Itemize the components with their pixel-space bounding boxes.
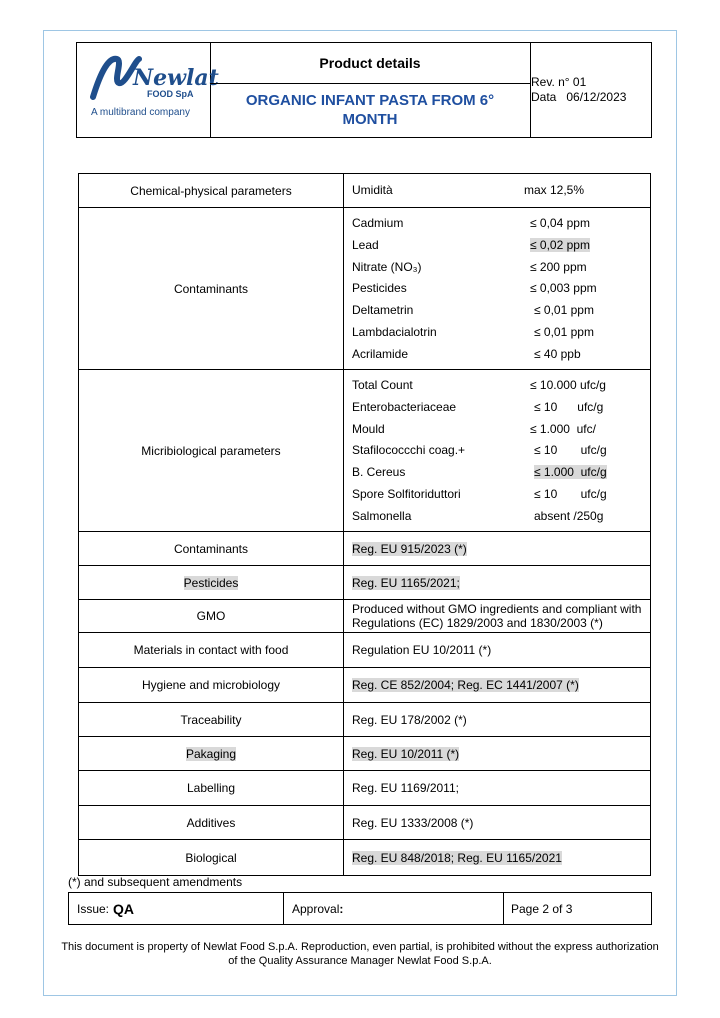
row-value <box>344 600 651 633</box>
param-name: Spore Solfitoriduttori <box>352 487 461 502</box>
approval-cell <box>284 893 504 924</box>
newlat-logo-icon <box>83 51 219 103</box>
row-value <box>344 633 651 668</box>
param-limit: ≤ 1.000 ufc/g <box>534 465 607 480</box>
logo-sub: FOOD SpA <box>147 89 194 99</box>
date-value: 06/12/2023 <box>566 90 627 104</box>
list-item <box>352 374 650 396</box>
param-limit: ≤ 0,01 ppm <box>534 303 594 318</box>
param-name: Total Count <box>352 378 413 393</box>
regulation-text: Reg. EU 178/2002 (*) <box>352 712 467 727</box>
row-value <box>344 703 651 737</box>
regulation-text: Regulation EU 10/2011 (*) <box>352 643 492 657</box>
document-header <box>76 42 652 138</box>
list-item <box>352 461 650 483</box>
param-name: Acrilamide <box>352 346 409 361</box>
row-label: Contaminants <box>79 532 344 566</box>
list-item <box>352 212 650 234</box>
table-row <box>79 840 651 876</box>
logo-cell <box>77 43 219 137</box>
section-title: Product details <box>210 43 530 84</box>
regulation-text: Reg. EU 915/2023 (*) <box>352 541 467 556</box>
list-item <box>352 505 650 527</box>
param-limit: max 12,5% <box>524 183 585 198</box>
list-item <box>352 418 650 440</box>
regulation-text: Reg. EU 10/2011 (*) <box>352 746 460 761</box>
table-row <box>79 806 651 840</box>
table-row <box>79 566 651 600</box>
row-label: Contaminants <box>79 208 344 370</box>
revision-info <box>531 75 626 105</box>
disclaimer-text: This document is property of Newlat Food S.p.A. Reproduction, even partial, is prohibited without the express authorization of the Quality Assurance Manager Newlat Food S.p.A. <box>61 941 659 967</box>
footer-table <box>68 892 652 925</box>
revision-date <box>531 90 626 105</box>
list-item <box>352 396 650 418</box>
row-value <box>344 174 651 208</box>
param-limit: ≤ 10 ufc/g <box>534 399 604 414</box>
param-name: Stafilococcchi coag.+ <box>352 443 466 458</box>
param-limit: absent /250g <box>534 508 604 523</box>
table-row <box>79 771 651 806</box>
list-item <box>352 299 650 321</box>
row-label: GMO <box>79 600 344 633</box>
row-label <box>79 566 344 600</box>
param-name: Enterobacteriaceae <box>352 399 457 414</box>
param-name: Salmonella <box>352 508 412 523</box>
contaminants-list <box>352 208 650 369</box>
list-item <box>352 234 650 256</box>
list-item <box>352 321 650 343</box>
title-cell <box>210 43 531 137</box>
param-limit: ≤ 0,02 ppm <box>530 237 590 252</box>
logo-tagline: A multibrand company <box>91 107 190 118</box>
param-name: Lambdacialotrin <box>352 325 437 340</box>
param-limit: ≤ 10.000 ufc/g <box>530 378 606 393</box>
table-row <box>79 600 651 633</box>
table-row <box>79 174 651 208</box>
param-limit: ≤ 10 ufc/g <box>534 487 607 502</box>
row-value <box>344 806 651 840</box>
regulation-text: Produced without GMO ingredients and compliant with Regulations (EC) 1829/2003 and 1830/2003 (*) <box>352 602 642 630</box>
regulation-text: Reg. EU 1165/2021; <box>352 575 460 590</box>
specification-table <box>78 173 651 876</box>
param-name: Deltametrin <box>352 303 414 318</box>
table-row <box>79 703 651 737</box>
row-label <box>79 737 344 771</box>
list-item <box>352 180 650 202</box>
row-label: Materials in contact with food <box>79 633 344 668</box>
param-name: B. Cereus <box>352 465 406 480</box>
param-limit: ≤ 0,04 ppm <box>530 216 590 231</box>
row-label: Biological <box>79 840 344 876</box>
param-name: Lead <box>352 237 379 252</box>
param-limit: ≤ 0,01 ppm <box>534 325 594 340</box>
date-label: Data <box>531 90 557 104</box>
row-label: Chemical-physical parameters <box>79 174 344 208</box>
row-value <box>344 668 651 703</box>
table-row <box>79 737 651 771</box>
product-name-text: ORGANIC INFANT PASTA FROM 6° MONTH <box>245 92 495 128</box>
row-label: Traceability <box>79 703 344 737</box>
list-item <box>352 278 650 300</box>
param-limit: ≤ 0,003 ppm <box>530 281 597 296</box>
row-label: Labelling <box>79 771 344 806</box>
table-row <box>79 532 651 566</box>
approval-label: Approval <box>292 901 340 916</box>
row-label: Hygiene and microbiology <box>79 668 344 703</box>
product-name <box>210 83 530 137</box>
row-label-text: Pesticides <box>183 575 239 590</box>
table-row <box>79 633 651 668</box>
regulation-text: Reg. CE 852/2004; Reg. EC 1441/2007 (*) <box>352 678 579 692</box>
table-row <box>79 208 651 370</box>
logo-word: Newlat <box>133 65 219 91</box>
row-value <box>344 370 651 532</box>
row-value <box>344 840 651 876</box>
issue-value: QA <box>113 900 135 917</box>
regulation-text: Reg. EU 1169/2011; <box>352 781 459 795</box>
row-value <box>344 771 651 806</box>
approval-colon: : <box>339 901 344 916</box>
issue-label: Issue: <box>77 901 110 916</box>
list-item <box>352 343 650 365</box>
param-name: Nitrate (NO₃) <box>352 259 422 274</box>
issue-cell <box>69 893 284 924</box>
regulation-text: Reg. EU 848/2018; Reg. EU 1165/2021 <box>352 850 562 865</box>
row-value <box>344 532 651 566</box>
row-value <box>344 208 651 370</box>
micro-list <box>352 370 650 531</box>
list-item <box>352 440 650 462</box>
param-limit: ≤ 40 ppb <box>534 346 581 361</box>
list-item <box>352 483 650 505</box>
row-label-text: Pakaging <box>185 746 237 761</box>
param-name: Umidità <box>352 183 393 198</box>
row-value <box>344 737 651 771</box>
param-name: Mould <box>352 421 385 436</box>
row-label: Micribiological parameters <box>79 370 344 532</box>
table-row <box>79 668 651 703</box>
list-item <box>352 256 650 278</box>
amendments-note: (*) and subsequent amendments <box>68 875 243 889</box>
param-limit: ≤ 1.000 ufc/ <box>530 421 596 436</box>
param-name: Cadmium <box>352 216 404 231</box>
table-row <box>79 370 651 532</box>
row-label: Additives <box>79 806 344 840</box>
page-number: Page 2 of 3 <box>511 901 573 916</box>
regulation-text: Reg. EU 1333/2008 (*) <box>352 815 474 830</box>
param-limit: ≤ 200 ppm <box>530 259 587 274</box>
revision-number: Rev. n° 01 <box>531 75 587 89</box>
param-limit: ≤ 10 ufc/g <box>534 443 607 458</box>
param-name: Pesticides <box>352 281 407 296</box>
row-value <box>344 566 651 600</box>
